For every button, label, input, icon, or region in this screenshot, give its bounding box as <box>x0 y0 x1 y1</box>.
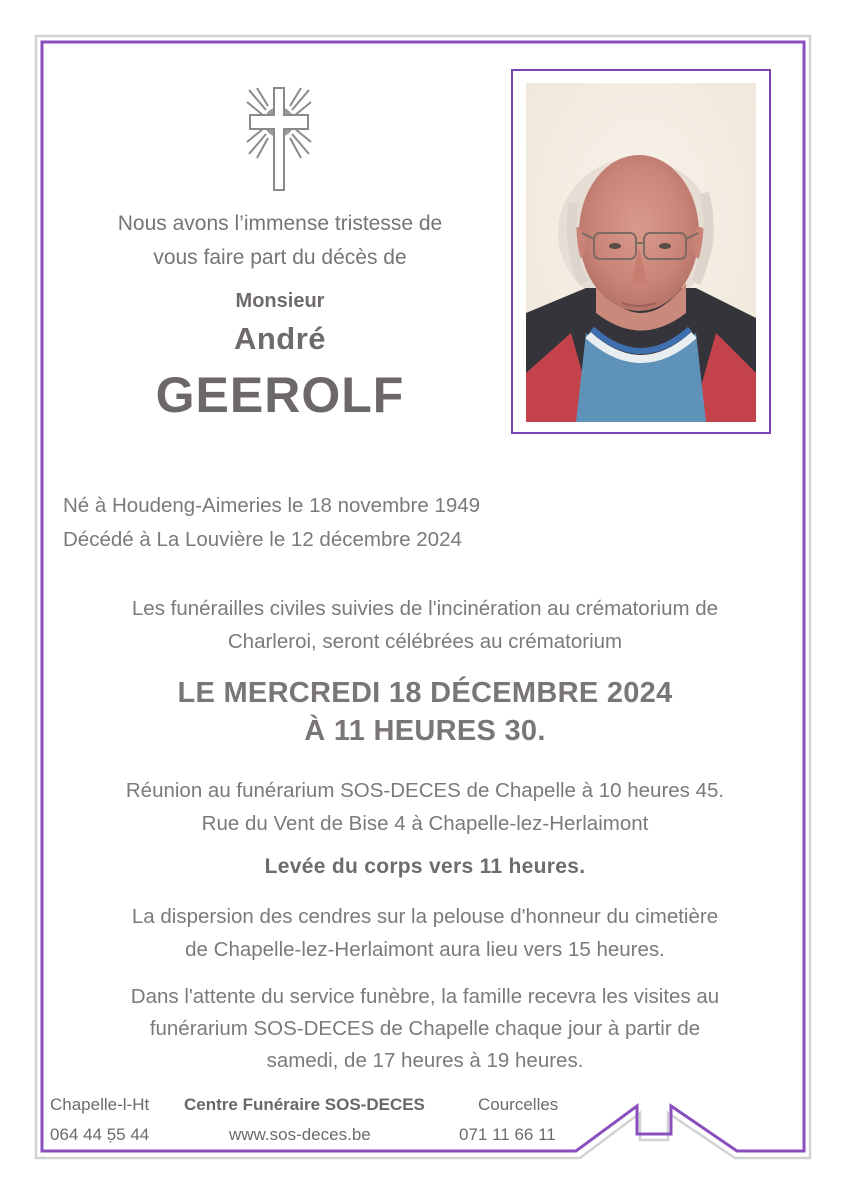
footer-left-city: Chapelle-l-Ht <box>50 1095 150 1114</box>
dispersion-line: de Chapelle-lez-Herlaimont aura lieu vers 15 heures. <box>185 938 665 961</box>
visits-info <box>50 981 800 1077</box>
dispersion-line: La dispersion des cendres sur la pelouse d'honneur du cimetière <box>131 905 719 928</box>
ceremony-date <box>50 674 800 750</box>
footer-right-phone: 071 11 66 11 <box>459 1125 556 1144</box>
ceremony-intro <box>50 592 800 658</box>
ceremony-date-line: LE MERCREDI 18 DÉCEMBRE 2024 <box>177 677 673 709</box>
footer-right-city: Courcelles <box>478 1095 559 1114</box>
meeting-line: Réunion au funérarium SOS-DECES de Chapelle à 10 heures 45. <box>125 779 725 802</box>
visits-line: samedi, de 17 heures à 19 heures. <box>266 1049 584 1072</box>
intro-line: Nous avons l’immense tristesse de <box>117 212 443 235</box>
meeting-info <box>50 774 800 840</box>
deceased-first-name: André <box>233 321 327 356</box>
radiant-cross-icon <box>244 86 314 192</box>
levee-du-corps: Levée du corps vers 11 heures. <box>264 855 586 878</box>
life-dates <box>63 489 480 557</box>
ceremony-intro-line: Charleroi, seront célébrées au crématorium <box>227 630 623 653</box>
visits-line: funérarium SOS-DECES de Chapelle chaque jour à partir de <box>149 1017 701 1040</box>
ash-dispersion-info <box>50 900 800 966</box>
deceased-title: Monsieur <box>235 290 325 312</box>
death-line: Décédé à La Louvière le 12 décembre 2024 <box>63 528 462 551</box>
address-line: Rue du Vent de Bise 4 à Chapelle-lez-Herlaimont <box>201 812 649 835</box>
footer-company-name: Centre Funéraire SOS-DECES <box>184 1095 425 1114</box>
ceremony-time-line: À 11 HEURES 30. <box>304 715 546 747</box>
deceased-last-name: GEEROLF <box>155 367 405 423</box>
intro-line: vous faire part du décès de <box>153 246 407 269</box>
ceremony-intro-line: Les funérailles civiles suivies de l'incinération au crématorium de <box>131 597 719 620</box>
footer-left-phone: 064 44 5̣5 44 <box>50 1125 150 1144</box>
intro-text <box>60 207 500 275</box>
portrait-photo <box>526 83 756 422</box>
birth-line: Né à Houdeng-Aimeries le 18 novembre 1949 <box>63 494 481 517</box>
footer-website-link[interactable]: www.sos-deces.be <box>229 1125 371 1144</box>
visits-line: Dans l'attente du service funèbre, la famille recevra les visites au <box>130 985 720 1008</box>
